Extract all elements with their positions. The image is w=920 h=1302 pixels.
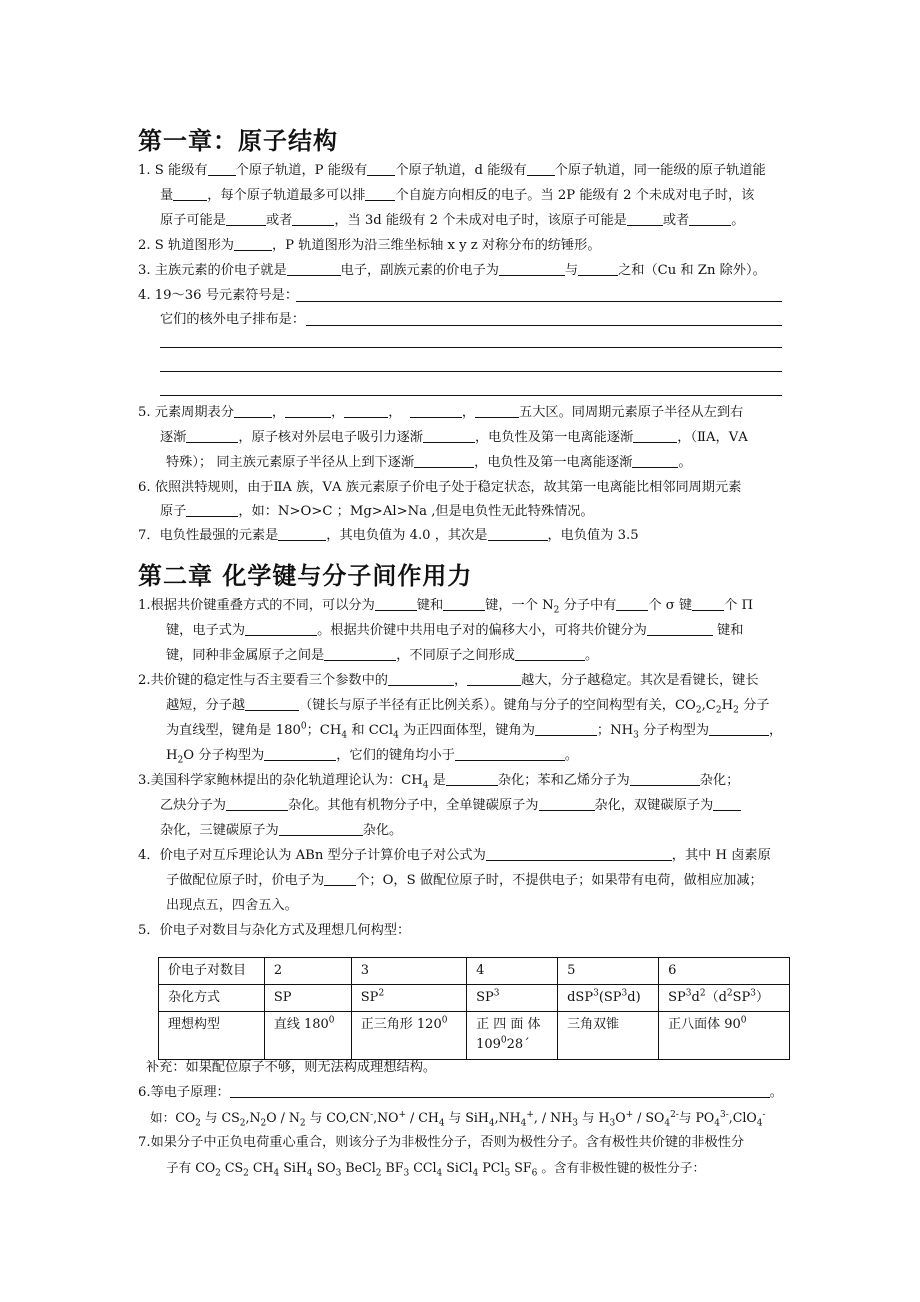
table-cell: 5 xyxy=(558,958,659,985)
table-cell: $SP^3$ xyxy=(467,985,558,1012)
ch2-q2-line2: 越短，分子越 （键长与原子半径有正比例关系）。键角与分子的空间构型有关，$CO_2,C_2H_2$ 分子 xyxy=(166,698,770,716)
table-row xyxy=(159,1012,790,1060)
ch1-q6-line1: 6. 依照洪特规则，由于ⅡA 族，ⅤA 族元素原子价电子处于稳定状态，故其第一电离能比相邻同周期元素 xyxy=(138,480,742,495)
table-cell: 杂化方式 xyxy=(159,985,265,1012)
ch2-q1-line2: 键，电子式为 。根据共价键中共用电子对的偏移大小，可将共价键分为 键和 xyxy=(166,623,744,638)
ch2-q6-examples: 如：$CO_2$ 与 $CS_2,N_2O / N_2$ 与 $CO,CN^-,NO^+ / CH_4$ 与 $SiH_4,NH_4^+$, / $NH_3$ 与 $H_3O^+ / SO_4^{2-}$与 $PO_4^{3-},ClO_4^-$ xyxy=(150,1109,766,1129)
ch2-q5-title: 5．价电子对数目与杂化方式及理想几何构型： xyxy=(138,923,411,938)
ch1-q3: 3. 主族元素的价电子就是 电子，副族元素的价电子为 与 之和（Cu 和 Zn 除外）。 xyxy=(138,263,766,278)
table-cell: 2 xyxy=(264,958,351,985)
table-cell: 正 四 面 体 $109^028ˊ$ xyxy=(467,1012,558,1060)
table-cell: 三角双锥 xyxy=(558,1012,659,1060)
ch1-q7: 7．电负性最强的元素是 ，其电负值为 4.0 ，其次是 ，电负值为 3.5 xyxy=(138,528,639,543)
ch2-q7-line1: 7.如果分子中正负电荷重心重合，则该分子为非极性分子，否则为极性分子。含有极性共价键的非极性分 xyxy=(138,1135,745,1150)
ch2-q5-note: 补充：如果配位原子不够，则无法构成理想结构。 xyxy=(146,1060,437,1075)
answer-line xyxy=(306,325,782,326)
ch1-q5-line1: 5. 元素周期表分 ， ， ， ， 五大区。同周期元素原子半径从左到右 xyxy=(138,405,744,420)
table-row xyxy=(159,958,790,985)
table-cell: 直线 $180^0$ xyxy=(264,1012,351,1060)
ch2-q2-line4: $H_2O$ 分子构型为 ，它们的键角均小于 。 xyxy=(166,748,579,766)
ch1-q1-line2: 量 ，每个原子轨道最多可以排 个自旋方向相反的电子。当 2P 能级有 2 个未成对电子时，该 xyxy=(160,188,755,203)
ch1-q5-line2: 逐渐 ，原子核对外层电子吸引力逐渐 ，电负性及第一电离能逐渐 ，（ⅡA，ⅤA xyxy=(160,430,748,445)
hybridization-table xyxy=(158,957,790,1060)
ch1-q4-line2: 它们的核外电子排布是： xyxy=(160,312,306,327)
ch1-q2: 2. S 轨道图形为 ，P 轨道图形为沿三维坐标轴 x y z 对称分布的纺锤形。 xyxy=(138,238,601,253)
answer-line xyxy=(160,395,782,396)
ch2-q6-line1: 6.等电子原理： 。 xyxy=(138,1085,783,1100)
ch2-q1-line1: 1.根据共价键重叠方式的不同，可以分为 键和 键，一个 $N_2$ 分子中有 个 σ 键 个 Π xyxy=(138,598,753,616)
ch1-q1-line3: 原子可能是 或者 ，当 3d 能级有 2 个未成对电子时，该原子可能是 或者 。 xyxy=(160,213,745,228)
table-cell: 正三角形 $120^0$ xyxy=(351,1012,466,1060)
table-cell: $SP^2$ xyxy=(351,985,466,1012)
table-cell: $dSP^3(SP^3d)$ xyxy=(558,985,659,1012)
ch2-q2-line3: 为直线型，键角是 $180^0$；$CH_4$ 和 CCl$_4$ 为正四面体型，键角为 ；$NH_3$ 分子构型为 ， xyxy=(166,721,783,741)
ch2-q2-line1: 2.共价键的稳定性与否主要看三个参数中的 ， 越大，分子越稳定。其次是看键长，键长 xyxy=(138,673,759,688)
table-row xyxy=(159,985,790,1012)
ch1-q1-line1: 1. S 能级有 个原子轨道，P 能级有 个原子轨道，d 能级有 个原子轨道，同一能级的原子轨道能 xyxy=(138,163,766,178)
table-cell: SP xyxy=(264,985,351,1012)
ch2-q3-line1: 3.美国科学家鲍林提出的杂化轨道理论认为：$CH_4$ 是 杂化；苯和乙烯分子为 杂化； xyxy=(138,773,740,791)
table-cell: 6 xyxy=(659,958,790,985)
table-cell: 理想构型 xyxy=(159,1012,265,1060)
table-cell: 正八面体 $90^0$ xyxy=(659,1012,790,1060)
answer-line xyxy=(160,347,782,348)
ch2-q3-line3: 杂化，三键碳原子为 杂化。 xyxy=(160,823,403,838)
chapter2-title: 第二章 化学键与分子间作用力 xyxy=(138,562,473,590)
ch1-q4-line1: 4. 19～36 号元素符号是： xyxy=(138,288,299,303)
table-cell: 3 xyxy=(351,958,466,985)
ch2-q7-line2: 子有 $CO_2$ $CS_2$ $CH_4$ SiH$_4$ $SO_3$ BeCl$_2$ $BF_3$ CCl$_4$ SiCl$_4$ PCl$_5$ $SF_6$ 。含有非极性键的极性分子： xyxy=(166,1160,706,1179)
chapter1-title: 第一章：原子结构 xyxy=(138,127,338,155)
answer-line xyxy=(160,371,782,372)
table-cell: 价电子对数目 xyxy=(159,958,265,985)
answer-line xyxy=(296,301,782,302)
ch2-q4-line2: 子做配位原子时，价电子为 个；O，S 做配位原子时，不提供电子；如果带有电荷，做相应加减； xyxy=(166,873,763,888)
table-cell: $SP^3d^2(d^2SP^3)$ xyxy=(659,985,790,1012)
ch2-q4-line1: 4．价电子对互斥理论认为 ABn 型分子计算价电子对公式为 ，其中 H 卤素原 xyxy=(138,848,771,863)
ch2-q3-line2: 乙炔分子为 杂化。其他有机物分子中，全单键碳原子为 杂化，双键碳原子为 xyxy=(160,797,741,815)
ch1-q5-line3: 特殊）； 同主族元素原子半径从上到下逐渐 ，电负性及第一电离能逐渐 。 xyxy=(166,455,692,470)
table-cell: 4 xyxy=(467,958,558,985)
ch2-q1-line3: 键，同种非金属原子之间是 ，不同原子之间形成 。 xyxy=(166,648,599,663)
ch1-q6-line2: 原子 ，如：N>O>C ；Mg>Al>Na ,但是电负性无此特殊情况。 xyxy=(160,504,594,519)
ch2-q4-line3: 出现点五，四舍五入。 xyxy=(166,898,298,913)
